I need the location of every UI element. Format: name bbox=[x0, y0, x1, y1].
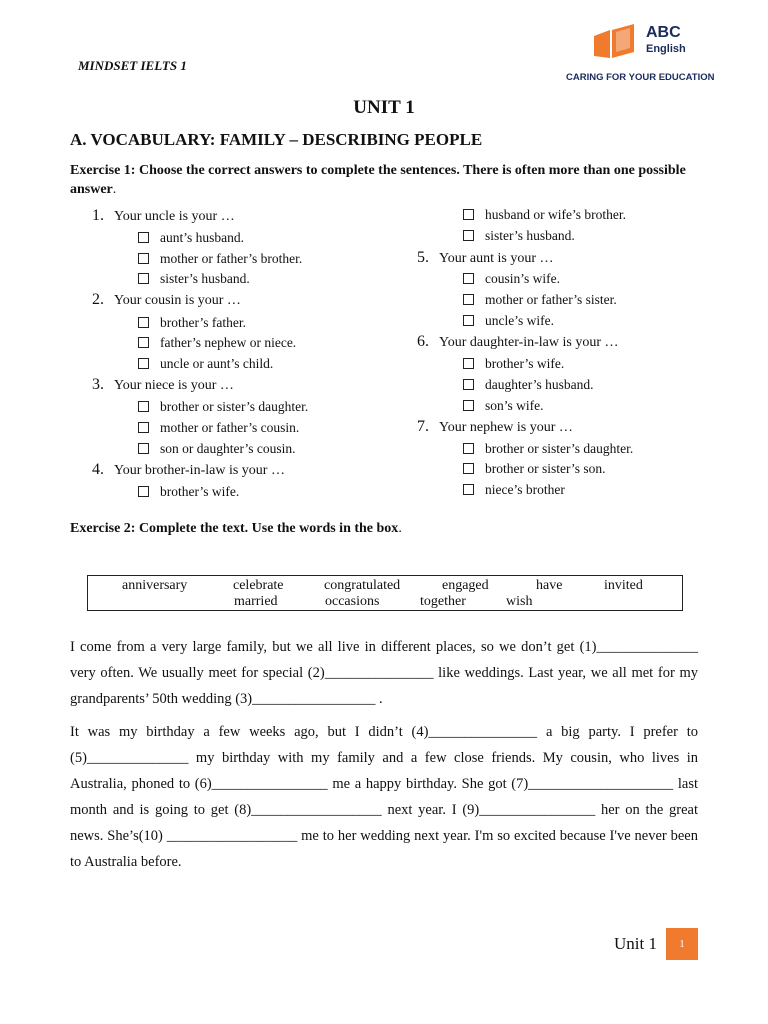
word-item: invited bbox=[604, 578, 643, 593]
running-header: MINDSET IELTS 1 bbox=[78, 58, 187, 73]
option-checkbox[interactable]: son or daughter’s cousin. bbox=[138, 441, 295, 457]
checkbox-icon bbox=[463, 443, 474, 454]
checkbox-icon bbox=[463, 294, 474, 305]
checkbox-icon bbox=[463, 379, 474, 390]
option-checkbox[interactable]: son’s wife. bbox=[463, 398, 544, 414]
checkbox-icon bbox=[463, 315, 474, 326]
section-title: A. VOCABULARY: FAMILY – DESCRIBING PEOPLE bbox=[70, 130, 483, 149]
exercise1-instruction: Exercise 1: Choose the correct answers to complete the sentences. There is often more than one possible answer. bbox=[70, 163, 686, 197]
exercise2-label: Exercise 2 bbox=[70, 521, 131, 536]
word-item: together bbox=[420, 594, 466, 609]
exercise2-text: : Complete the text. Use the words in the box bbox=[130, 521, 399, 536]
checkbox-icon bbox=[138, 486, 149, 497]
option-checkbox[interactable]: sister’s husband. bbox=[463, 228, 575, 244]
checkbox-icon bbox=[463, 358, 474, 369]
word-item: engaged bbox=[442, 578, 489, 593]
checkbox-icon bbox=[463, 209, 474, 220]
question-7: 7. Your nephew is your … bbox=[417, 418, 573, 435]
option-checkbox[interactable]: brother or sister’s daughter. bbox=[138, 399, 308, 415]
checkbox-icon bbox=[138, 358, 149, 369]
paragraph-2: It was my birthday a few weeks ago, but I didn’t (4)_______________ a big party. I prefer to (5)______________ my birthday with my family and a few close friends. My cousin, who lives in Australia, phoned to (6)________________ me a happy birthday. She got (7)____________________ last month and is going to get (8)__________________ next year. I (9)________________ her on the great news. She’s(10) __________________ me to her wedding next year. I'm so excited because I've never been to Australia before. bbox=[70, 724, 698, 870]
option-checkbox[interactable]: daughter’s husband. bbox=[463, 377, 593, 393]
checkbox-icon bbox=[138, 253, 149, 264]
checkbox-icon bbox=[138, 401, 149, 412]
checkbox-icon bbox=[138, 422, 149, 433]
checkbox-icon bbox=[463, 484, 474, 495]
word-item: married bbox=[234, 594, 278, 609]
option-checkbox[interactable]: mother or father’s cousin. bbox=[138, 420, 299, 436]
option-checkbox[interactable]: brother’s father. bbox=[138, 315, 246, 331]
word-item: wish bbox=[506, 594, 533, 609]
option-checkbox[interactable]: uncle’s wife. bbox=[463, 313, 554, 329]
option-checkbox[interactable]: uncle or aunt’s child. bbox=[138, 356, 273, 372]
checkbox-icon bbox=[463, 230, 474, 241]
word-item: congratulated bbox=[324, 578, 401, 593]
exercise2-instruction: Exercise 2: Complete the text. Use the words in the box. bbox=[70, 521, 402, 536]
question-2: 2. Your cousin is your … bbox=[92, 291, 241, 308]
option-checkbox[interactable]: brother’s wife. bbox=[463, 356, 564, 372]
question-5: 5. Your aunt is your … bbox=[417, 249, 554, 266]
option-checkbox[interactable]: brother or sister’s daughter. bbox=[463, 441, 633, 457]
book-logo-icon bbox=[590, 22, 642, 60]
logo-name: ABC bbox=[646, 24, 681, 41]
logo-sub: English bbox=[646, 43, 686, 55]
exercise1-label: Exercise 1: bbox=[70, 163, 136, 178]
option-checkbox[interactable]: niece’s brother bbox=[463, 482, 565, 498]
option-checkbox[interactable]: mother or father’s brother. bbox=[138, 251, 302, 267]
checkbox-icon bbox=[463, 400, 474, 411]
word-item: celebrate bbox=[233, 578, 284, 593]
checkbox-icon bbox=[138, 337, 149, 348]
question-6: 6. Your daughter-in-law is your … bbox=[417, 333, 619, 350]
option-checkbox[interactable]: cousin’s wife. bbox=[463, 271, 560, 287]
checkbox-icon bbox=[138, 232, 149, 243]
option-checkbox[interactable]: mother or father’s sister. bbox=[463, 292, 617, 308]
option-checkbox[interactable]: brother’s wife. bbox=[138, 484, 239, 500]
page-number: 1 bbox=[666, 928, 698, 960]
abc-english-logo bbox=[566, 22, 720, 84]
footer-unit-label: Unit 1 bbox=[614, 934, 657, 953]
checkbox-icon bbox=[138, 273, 149, 284]
question-4: 4. Your brother-in-law is your … bbox=[92, 461, 285, 478]
paragraph-1: I come from a very large family, but we all live in different places, so we don’t get (1)______________ very often. We usually meet for special (2)_______________ like weddings. Last year, we all met for my grandparents’ 50th wedding (3)_________________ . bbox=[70, 639, 698, 707]
logo-tagline: CARING FOR YOUR EDUCATION bbox=[566, 72, 715, 83]
word-item: anniversary bbox=[122, 578, 188, 593]
option-checkbox[interactable]: aunt’s husband. bbox=[138, 230, 244, 246]
word-item: occasions bbox=[325, 594, 380, 609]
word-item: have bbox=[536, 578, 563, 593]
option-checkbox[interactable]: father’s nephew or niece. bbox=[138, 335, 296, 351]
unit-title: UNIT 1 bbox=[353, 97, 415, 118]
option-checkbox[interactable]: brother or sister’s son. bbox=[463, 461, 606, 477]
exercise1-text: Choose the correct answers to complete the sentences. There is often more than one possible answer bbox=[70, 163, 686, 197]
checkbox-icon bbox=[463, 273, 474, 284]
question-1: 1. Your uncle is your … bbox=[92, 207, 235, 224]
word-box bbox=[87, 575, 683, 611]
option-checkbox[interactable]: sister’s husband. bbox=[138, 271, 250, 287]
question-3: 3. Your niece is your … bbox=[92, 376, 234, 393]
checkbox-icon bbox=[463, 463, 474, 474]
option-checkbox[interactable]: husband or wife’s brother. bbox=[463, 207, 626, 223]
checkbox-icon bbox=[138, 317, 149, 328]
checkbox-icon bbox=[138, 443, 149, 454]
